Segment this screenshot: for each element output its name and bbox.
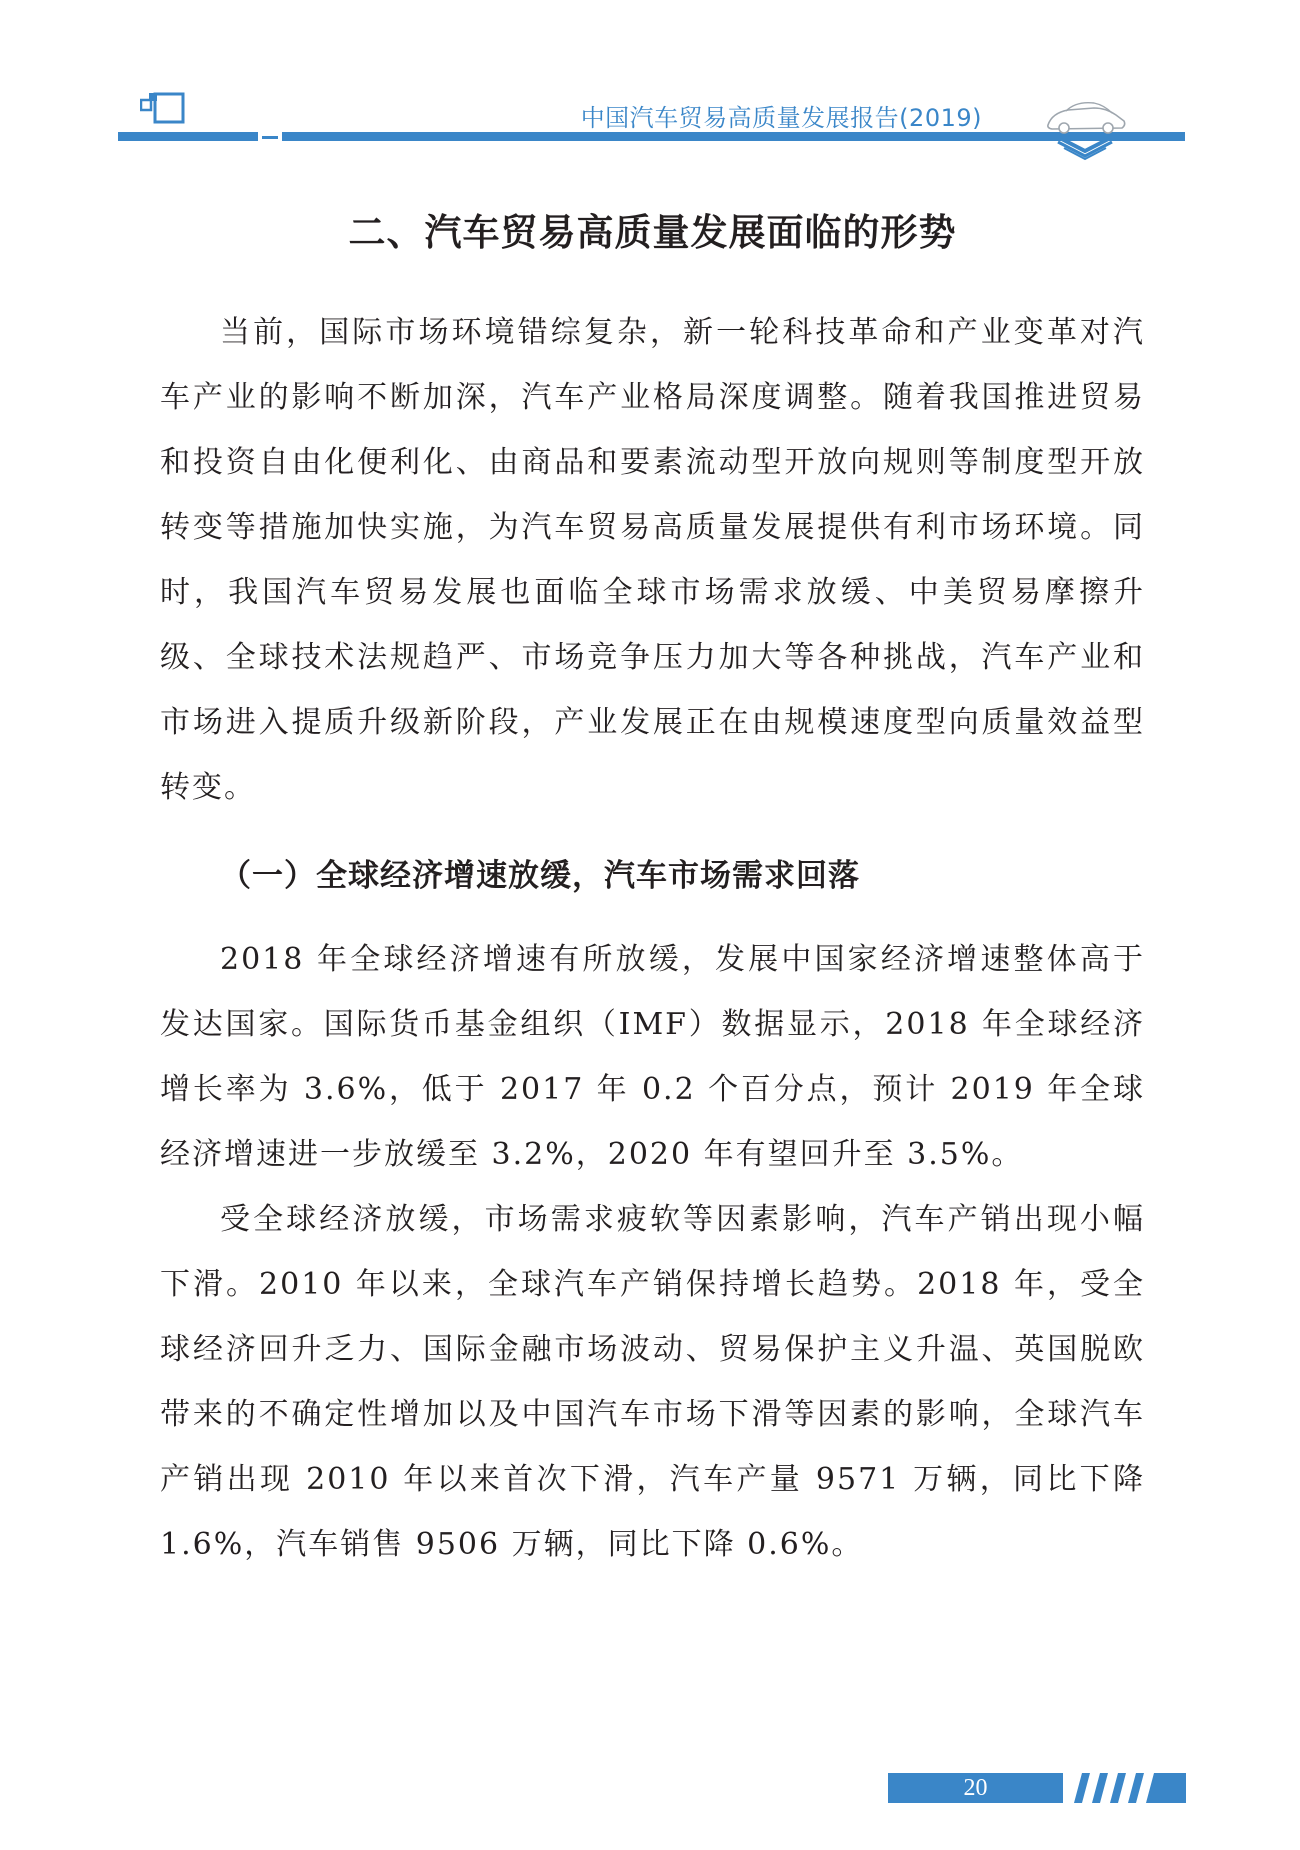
page-number: 20 bbox=[963, 1775, 988, 1801]
diagonal-stripes-icon bbox=[1066, 1773, 1186, 1803]
header-bar-left bbox=[118, 132, 258, 141]
body-paragraph-1: 2018 年全球经济增速有所放缓，发展中国家经济增速整体高于发达国家。国际货币基金组织（IMF）数据显示，2018 年全球经济增长率为 3.6%，低于 2017 年 0.2 个百分点，预计 2019 年全球经济增速进一步放缓至 3.2%，2020 年有望回升至 3.5%。 bbox=[160, 942, 1145, 1172]
section-title: 二、汽车贸易高质量发展面临的形势 bbox=[348, 211, 957, 254]
intro-paragraph: 当前，国际市场环境错综复杂，新一轮科技革命和产业变革对汽车产业的影响不断加深，汽车产业格局深度调整。随着我国推进贸易和投资自由化便利化、由商品和要素流动型开放向规则等制度型开放转变等措施加快实施，为汽车贸易高质量发展提供有利市场环境。同时，我国汽车贸易发展也面临全球市场需求放缓、中美贸易摩擦升级、全球技术法规趋严、市场竞争压力加大等各种挑战，汽车产业和市场进入提质升级新阶段，产业发展正在由规模速度型向质量效益型转变。 bbox=[160, 315, 1145, 805]
report-title: 中国汽车贸易高质量发展报告(2019) bbox=[580, 104, 982, 132]
square-logo-icon bbox=[140, 90, 186, 126]
page-header bbox=[0, 0, 1300, 170]
page-content bbox=[160, 190, 1145, 1577]
car-emblem-icon bbox=[1042, 95, 1128, 161]
header-bar-dash bbox=[262, 136, 278, 139]
body-paragraph-2: 受全球经济放缓，市场需求疲软等因素影响，汽车产销出现小幅下滑。2010 年以来，全球汽车产销保持增长趋势。2018 年，受全球经济回升乏力、国际金融市场波动、贸易保护主义升温、英国脱欧带来的不确定性增加以及中国汽车市场下滑等因素的影响，全球汽车产销出现 2010 年以来首次下滑，汽车产量 9571 万辆，同比下降 1.6%，汽车销售 9506 万辆，同比下降 0.6%。 bbox=[160, 1202, 1145, 1562]
subsection-title: （一）全球经济增速放缓，汽车市场需求回落 bbox=[220, 858, 860, 894]
